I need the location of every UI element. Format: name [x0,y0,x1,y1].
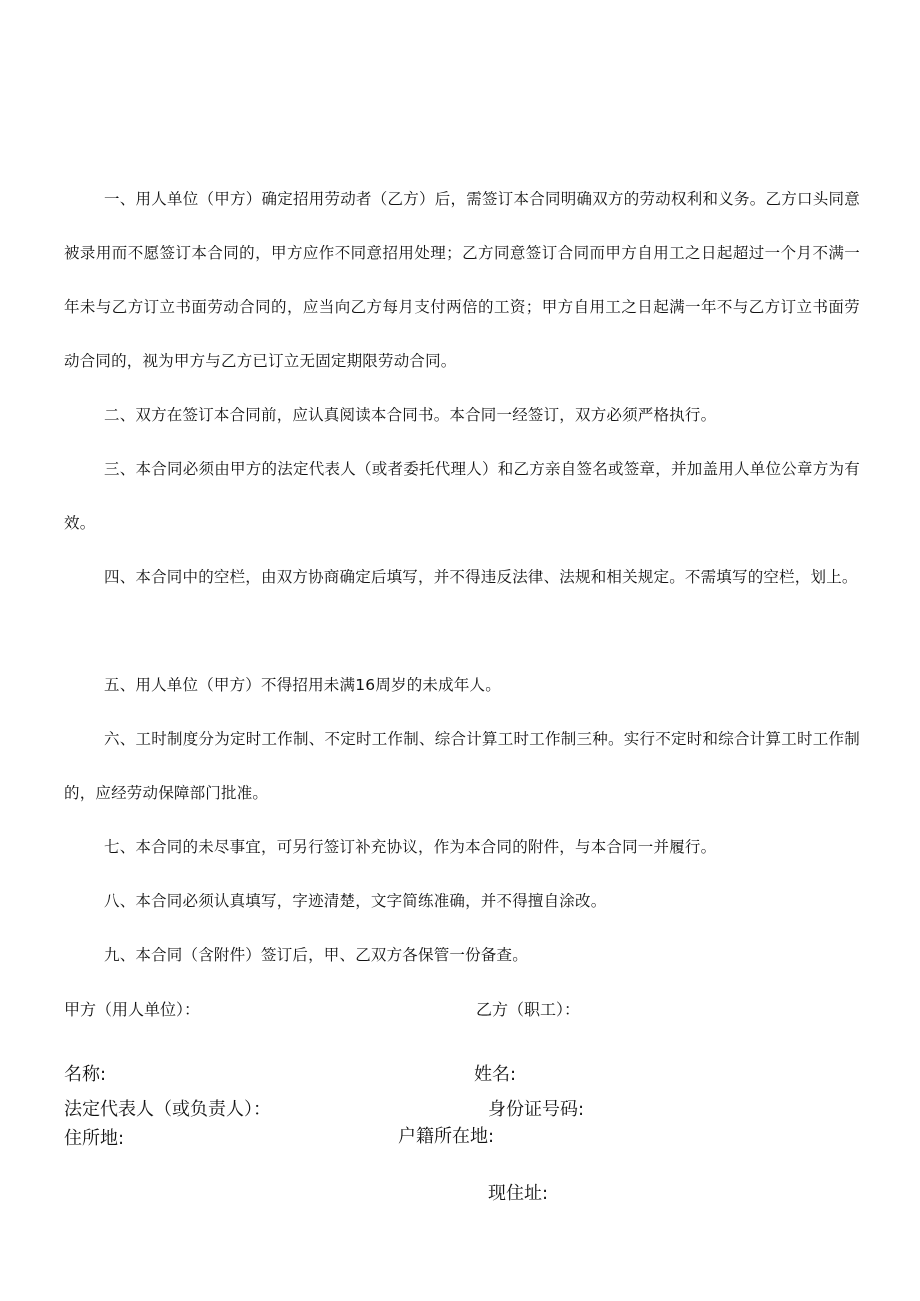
clause-2: 二、双方在签订本合同前，应认真阅读本合同书。本合同一经签订，双方必须严格执行。 [104,406,717,424]
party-a-label: 甲方（用人单位）： [64,1000,201,1019]
name-field-label: 名称: [64,1064,107,1085]
clause-4: 四、本合同中的空栏，由双方协商确定后填写，并不得违反法律、法规和相关规定。不需填写的空栏，划上。 [104,568,858,586]
household-registration-field-label: 户籍所在地: [398,1126,495,1147]
employee-name-field-label: 姓名: [474,1064,517,1085]
clause-1: 一、用人单位（甲方）确定招用劳动者（乙方）后，需签订本合同明确双方的劳动权利和义务。乙方口头同意被录用而不愿签订本合同的，甲方应作不同意招用处理；乙方同意签订合同而甲方自用工之日起超过一个月不满一年未与乙方订立书面劳动合同的，应当向乙方每月支付两倍的工资；甲方自用工之日起满一年不与乙方订立书面劳动合同的，视为甲方与乙方已订立无固定期限劳动合同。 [64,190,860,370]
clause-9: 九、本合同（含附件）签订后，甲、乙双方各保管一份备查。 [104,946,528,964]
id-number-field-label: 身份证号码: [488,1099,585,1120]
current-address-field-label: 现住址: [488,1183,549,1204]
legal-rep-field-label: 法定代表人（或负责人）： [64,1099,271,1120]
clause-6: 六、工时制度分为定时工作制、不定时工作制、综合计算工时工作制三种。实行不定时和综合计算工时工作制的，应经劳动保障部门批准。 [64,730,860,802]
party-b-label: 乙方（职工）： [476,1000,581,1019]
clause-3: 三、本合同必须由甲方的法定代表人（或者委托代理人）和乙方亲自签名或签章，并加盖用人单位公章方为有效。 [64,460,860,532]
clause-5: 五、用人单位（甲方）不得招用未满16周岁的未成年人。 [104,676,501,694]
clause-8: 八、本合同必须认真填写，字迹清楚，文字简练准确，并不得擅自涂改。 [104,892,607,910]
address-field-label: 住所地: [64,1128,125,1149]
clause-7: 七、本合同的未尽事宜，可另行签订补充协议，作为本合同的附件，与本合同一并履行。 [104,838,717,856]
